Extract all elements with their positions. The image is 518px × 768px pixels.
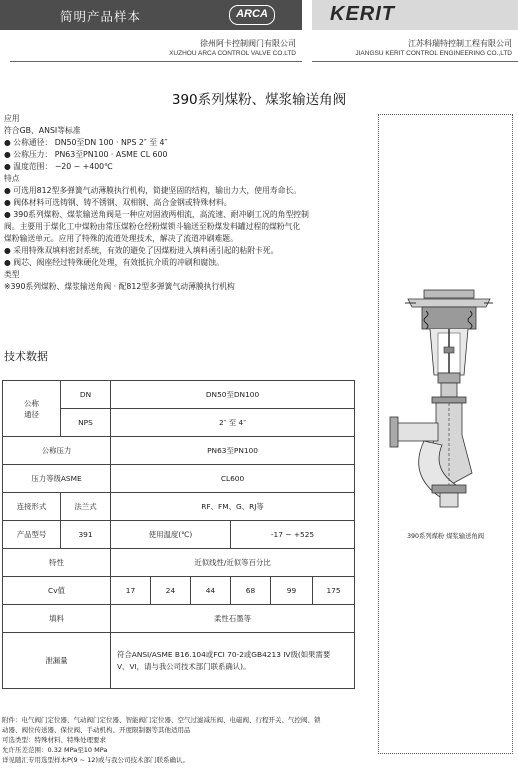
nps-label: NPS [61, 409, 111, 437]
feature-item-text: 阀芯、阀座经过特殊硬化处理，有效抵抗介质的冲刷和腐蚀。 [13, 258, 224, 267]
arca-logo: ARCA [229, 5, 275, 25]
feature-item-cont: 煤粉输送单元。应用了特殊的流道处理技术，解决了流道冲刷难题。 [4, 234, 238, 243]
feature-item: ● 可选用812型多弹簧气动薄膜执行机构，简捷坚固的结构，输出力大，使用寿命长。 [4, 186, 302, 195]
valve-illustration [380, 285, 508, 515]
company-right-cn: 江苏科瑞特控制工程有限公司 [408, 39, 512, 48]
char-value: 近似线性/近似等百分比 [111, 549, 355, 577]
footnote: 允许压差范围：0.32 MPa至10 MPa [2, 746, 108, 754]
cv-value: 17 [111, 577, 151, 605]
header-rule-left [10, 61, 302, 62]
feature-item-text: 阀体材料可选铸钢、铸不锈钢、双相钢、高合金钢或特殊材料。 [13, 198, 232, 207]
cv-value: 99 [271, 577, 313, 605]
application-item-text: 公称压力： PN63至PN100 · ASME CL 600 [13, 150, 168, 159]
temp-value: -17 ~ +525 [231, 521, 355, 549]
figure-caption: 390系列煤粉 煤浆输送角阀 [407, 533, 484, 540]
kerit-logo: KERIT [330, 3, 395, 25]
feature-item-cont: 阀。主要用于煤化工中煤粉由常压煤粉仓经粉煤锁斗输送至粉煤发料罐过程的煤粉气化 [4, 222, 301, 231]
footnote: 附件：电气阀门定位器、气动阀门定位器、智能阀门定位器、空气过滤减压阀、电磁阀、行程开关、气控阀、锁 [2, 716, 321, 724]
model-value: 391 [61, 521, 111, 549]
cv-value: 44 [191, 577, 231, 605]
application-item-text: 公称通径： DN50至DN 100 · NPS 2″ 至 4″ [13, 138, 168, 147]
dn-label: DN [61, 381, 111, 409]
packing-label: 填料 [3, 605, 111, 633]
cv-value: 68 [231, 577, 271, 605]
cv-value: 24 [151, 577, 191, 605]
char-label: 特性 [3, 549, 111, 577]
feature-item-text: 390系列煤粉、煤浆输送角阀是一种应对固液两相流，高流速、耐冲刷工况的角型控制 [13, 210, 309, 219]
tech-data-heading: 技术数据 [4, 350, 48, 363]
table-row [3, 521, 355, 549]
tech-data-table [2, 380, 355, 689]
type-line: ※390系列煤粉、煤浆输送角阀 · 配812型多弹簧气动薄膜执行机构 [4, 282, 235, 291]
table-row [3, 633, 355, 689]
company-left-cn: 徐州阿卡控制阀门有限公司 [200, 39, 296, 48]
leak-value-line: V、VI，请与我公司技术部门联系确认)。 [117, 661, 251, 671]
application-item: ● 公称压力： PN63至PN100 · ASME CL 600 [4, 150, 168, 159]
feature-item: ● 阀体材料可选铸钢、铸不锈钢、双相钢、高合金钢或特殊材料。 [4, 198, 232, 207]
feature-item-text: 可选用812型多弹簧气动薄膜执行机构，简捷坚固的结构，输出力大，使用寿命长。 [13, 186, 302, 195]
header-rule-right [312, 61, 518, 62]
table-row [3, 437, 355, 465]
footnote: 动器、阀位传送器、保位阀、手动机构、开度限制器等其他适用品 [2, 726, 191, 734]
application-standard: 符合GB、ANSI等标准 [4, 126, 81, 135]
company-left-en: XUZHOU ARCA CONTROL VALVE CO.LTD [169, 50, 296, 57]
features-heading: 特点 [4, 174, 20, 183]
leak-label: 泄漏量 [3, 633, 111, 689]
conn-value: RF、FM、G、RJ等 [111, 493, 355, 521]
conn-label: 连接形式 [3, 493, 61, 521]
document-title: 390系列煤粉、煤浆输送角阀 [171, 92, 347, 108]
nominal-size-label: 公称 通径 [3, 381, 61, 437]
application-item: ● 公称通径： DN50至DN 100 · NPS 2″ 至 4″ [4, 138, 168, 147]
footnote: 详见随汇专用选型样本P(9 ~ 12)或与我公司技术部门联系确认。 [2, 756, 189, 764]
feature-item-text: 采用特殊双填料密封系统，有效的避免了因煤粉进入填料函引起的粘附卡死。 [13, 246, 279, 255]
type-heading: 类型 [4, 270, 20, 279]
cv-label: Cv值 [3, 577, 111, 605]
leak-value-line: 符合ANSI/ASME B16.104或FCI 70-2或GB4213 IV级(如果需要 [117, 649, 331, 659]
nps-value: 2″ 至 4″ [111, 409, 355, 437]
table-row [3, 381, 355, 409]
table-row [3, 493, 355, 521]
pressure-label: 公称压力 [3, 437, 111, 465]
feature-item: ● 390系列煤粉、煤浆输送角阀是一种应对固液两相流，高流速、耐冲刷工况的角型控制 [4, 210, 309, 219]
application-heading: 应用 [4, 114, 20, 123]
feature-item: ● 阀芯、阀座经过特殊硬化处理，有效抵抗介质的冲刷和腐蚀。 [4, 258, 224, 267]
header-divider [302, 0, 312, 30]
asme-label: 压力等级ASME [3, 465, 111, 493]
header-title: 简明产品样本 [60, 9, 142, 24]
table-row [3, 577, 355, 605]
application-item: ● 温度范围： −20 ~ +400℃ [4, 162, 113, 171]
leak-value [111, 633, 355, 689]
temp-label: 使用温度(℃) [111, 521, 231, 549]
model-label: 产品型号 [3, 521, 61, 549]
asme-value: CL600 [111, 465, 355, 493]
pressure-value: PN63至PN100 [111, 437, 355, 465]
packing-value: 柔性石墨等 [111, 605, 355, 633]
dn-value: DN50至DN100 [111, 381, 355, 409]
table-row [3, 605, 355, 633]
conn-sub: 法兰式 [61, 493, 111, 521]
cv-value: 175 [313, 577, 355, 605]
application-item-text: 温度范围： −20 ~ +400℃ [13, 162, 113, 171]
company-right-en: JIANGSU KERIT CONTROL ENGINEERING CO.,LTD [355, 50, 512, 57]
table-row [3, 465, 355, 493]
feature-item: ● 采用特殊双填料密封系统，有效的避免了因煤粉进入填料函引起的粘附卡死。 [4, 246, 279, 255]
table-row [3, 549, 355, 577]
footnote: 可选类型：特殊材料、特殊处理要求 [2, 736, 106, 744]
